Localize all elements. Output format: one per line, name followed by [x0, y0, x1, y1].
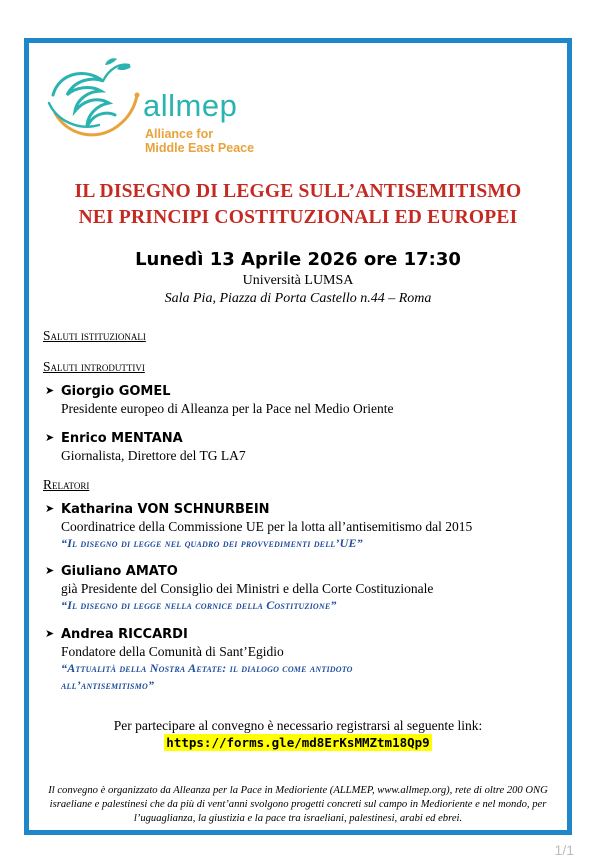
logo-tagline-line1: Alliance for: [145, 127, 214, 141]
speaker-role: Coordinatrice della Commissione UE per la lotta all’antisemitismo dal 2015: [61, 519, 473, 534]
registration: [29, 717, 567, 751]
flyer-frame: [24, 38, 572, 835]
venue-place: Sala Pia, Piazza di Porta Castello n.44 – Roma: [164, 291, 432, 306]
speaker-role: Giornalista, Direttore del TG LA7: [61, 448, 246, 463]
intro-speaker: [43, 383, 557, 417]
arrow-bullet-icon: ➤: [45, 432, 55, 444]
speaker-talk-line2: all’antisemitismo”: [61, 678, 155, 692]
registration-text: Per partecipare al convegno è necessario registrarsi al seguente link:: [113, 718, 483, 733]
venue-institution: Università LUMSA: [242, 273, 354, 288]
speaker-talk-line1: “Attualità della Nostra Aetate: il dialogo come antidoto: [61, 661, 353, 675]
speaker: [43, 501, 557, 552]
speaker-talk: “Il disegno di legge nella cornice della Costituzione”: [61, 598, 337, 612]
speaker-name: Giorgio GOMEL: [61, 384, 171, 399]
speaker-talk: “Il disegno di legge nel quadro dei provvedimenti dell’UE”: [61, 536, 363, 550]
logo-tagline-line2: Middle East Peace: [145, 141, 255, 155]
registration-link[interactable]: https://forms.gle/md8ErKsMMZtm18Qp9: [166, 735, 430, 750]
arrow-bullet-icon: ➤: [45, 503, 55, 515]
event-date: Lunedì 13 Aprile 2026 ore 17:30: [135, 249, 461, 270]
speaker-name: Katharina VON SCHNURBEIN: [61, 502, 270, 517]
arrow-bullet-icon: ➤: [45, 565, 55, 577]
speaker-name: Giuliano AMATO: [61, 564, 178, 579]
speaker-talk: [61, 660, 557, 694]
speaker-name: Andrea RICCARDI: [61, 627, 188, 642]
speaker-role: Presidente europeo di Alleanza per la Pace nel Medio Oriente: [61, 401, 394, 416]
allmep-logo: [45, 55, 275, 155]
logo-tagline: [145, 127, 254, 155]
speaker: [43, 626, 557, 694]
intro-speaker: [43, 430, 557, 464]
event-title-line2: NEI PRINCIPI COSTITUZIONALI ED EUROPEI: [78, 207, 518, 228]
speaker-role: Fondatore della Comunità di Sant’Egidio: [61, 644, 284, 659]
event-venue: [29, 272, 567, 308]
speaker-name: Enrico MENTANA: [61, 431, 183, 446]
dove-icon: [45, 55, 145, 147]
event-title: [29, 179, 567, 231]
arrow-bullet-icon: ➤: [45, 628, 55, 640]
section-greetings: Saluti istituzionali: [43, 328, 146, 343]
logo-wordmark: allmep: [143, 88, 238, 123]
arrow-bullet-icon: ➤: [45, 385, 55, 397]
section-speakers: Relatori: [43, 477, 90, 492]
page-indicator: 1/1: [554, 842, 574, 858]
speaker-role: già Presidente del Consiglio dei Ministri e della Corte Costituzionale: [61, 581, 434, 596]
event-title-line1: IL DISEGNO DI LEGGE SULL’ANTISEMITISMO: [74, 181, 522, 202]
footer-note: Il convegno è organizzato da Alleanza per la Pace in Medioriente (ALLMEP, www.allmep.org), rete di oltre 200 ONG israeliane e palestinesi che da più di vent’anni svolgono progetti concreti sul campo in Medioriente e nel mondo, per l’uguaglianza, la giustizia e la pace tra israeliani, palestinesi, arabi ed ebrei.: [48, 785, 548, 824]
section-intro: Saluti introduttivi: [43, 359, 145, 374]
speaker: [43, 563, 557, 614]
